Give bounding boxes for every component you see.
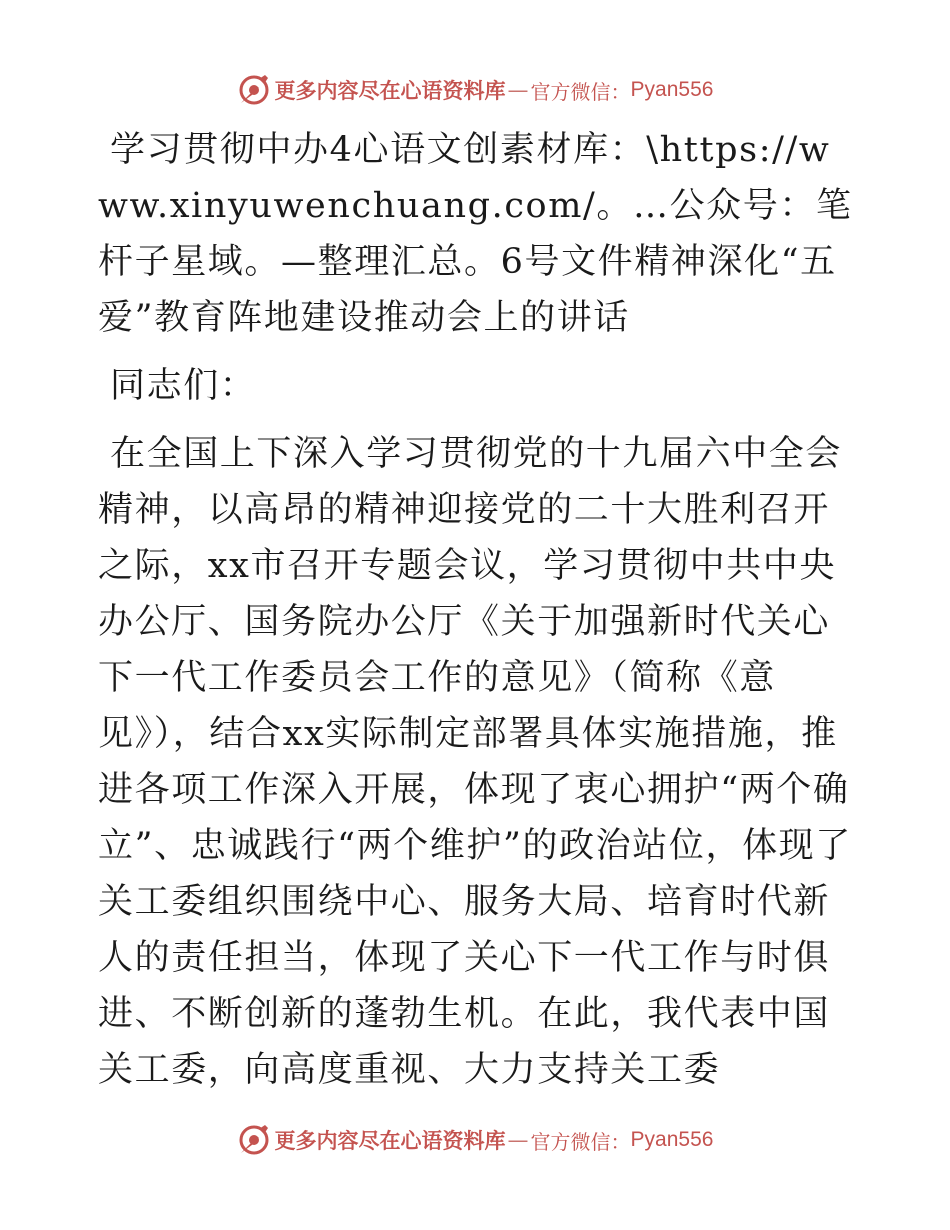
- document-title-paragraph: 学习贯彻中办4心语文创素材库：\https://www.xinyuwenchuang.com/。…公众号：笔杆子星域。—整理汇总。6号文件精神深化“五爱”教育阵地建设推动会上的讲话: [98, 130, 853, 338]
- document-body: [98, 122, 858, 1098]
- banner-site-text: 更多内容尽在心语资料库: [274, 1128, 506, 1153]
- pen-circle-logo-icon: [237, 73, 271, 107]
- footer-banner: [0, 1120, 950, 1160]
- banner-separator: —: [507, 78, 529, 102]
- banner-wechat-id: Pyan556: [630, 1128, 714, 1151]
- banner-separator: —: [507, 1128, 529, 1152]
- banner-site-text: 更多内容尽在心语资料库: [274, 78, 506, 103]
- body-paragraph: 在全国上下深入学习贯彻党的十九届六中全会精神，以高昂的精神迎接党的二十大胜利召开之际，xx市召开专题会议，学习贯彻中共中央办公厅、国务院办公厅《关于加强新时代关心下一代工作委员会工作的意见》（简称《意见》），结合xx实际制定部署具体实施措施，推进各项工作深入开展，体现了衷心拥护“两个确立”、忠诚践行“两个维护”的政治站位，体现了关工委组织围绕中心、服务大局、培育时代新人的责任担当，体现了关心下一代工作与时俱进、不断创新的蓬勃生机。在此，我代表中国关工委，向高度重视、大力支持关工委: [98, 434, 852, 1090]
- pen-circle-logo-icon: [237, 1123, 271, 1157]
- salutation: 同志们：: [110, 366, 257, 406]
- banner-wechat-id: Pyan556: [630, 78, 714, 101]
- banner-official-label: 官方微信：: [530, 79, 631, 104]
- banner-official-label: 官方微信：: [530, 1129, 631, 1154]
- header-banner: [0, 70, 950, 110]
